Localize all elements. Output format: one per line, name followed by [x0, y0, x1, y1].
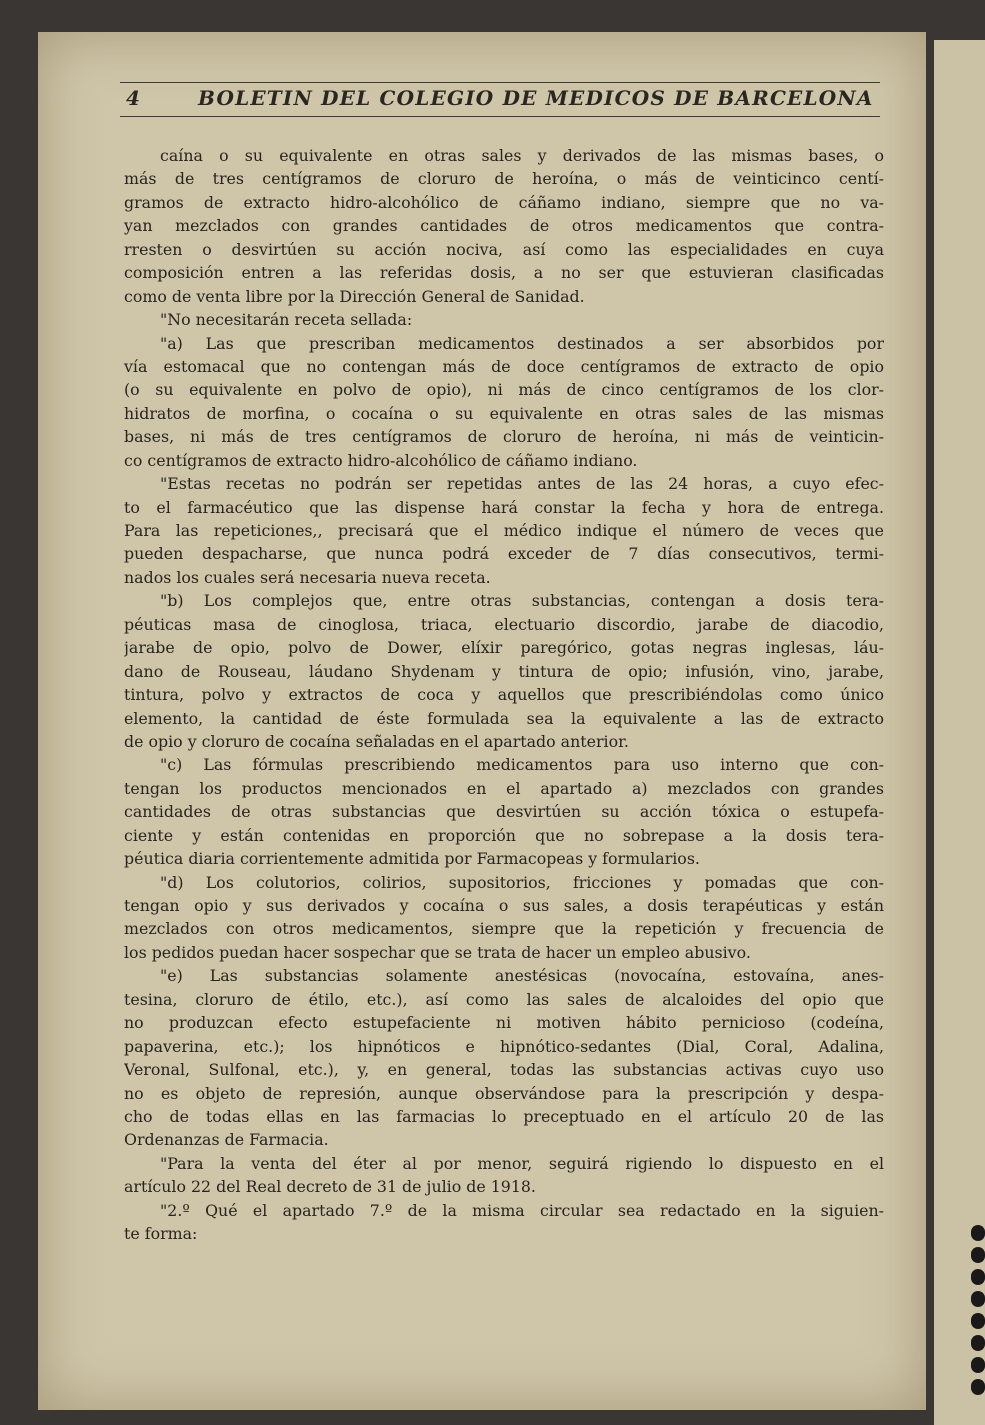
- text-line: yan mezclados con grandes cantidades de otros medicamentos que contra-: [124, 216, 884, 236]
- text-line: "e) Las substancias solamente anestésicas (novocaína, estovaína, anes-: [160, 966, 884, 986]
- text-line: tengan los productos mencionados en el apartado a) mezclados con grandes: [124, 778, 884, 798]
- text-line: to el farmacéutico que las dispense hará constar la fecha y hora de entrega.: [124, 497, 884, 517]
- text-line: co centígramos de extracto hidro-alcohólico de cáñamo indiano.: [124, 450, 638, 470]
- text-line: jarabe de opio, polvo de Dower, elíxir paregórico, gotas negras inglesas, láu-: [124, 638, 884, 658]
- text-line: composición entren a las referidas dosis, a no ser que estuvieran clasificadas: [124, 263, 884, 283]
- paragraph: [124, 964, 884, 1152]
- text-line: "Para la venta del éter al por menor, seguirá rigiendo lo dispuesto en el: [160, 1153, 884, 1173]
- text-line: "Estas recetas no podrán ser repetidas antes de las 24 horas, a cuyo efec-: [160, 474, 884, 494]
- text-line: elemento, la cantidad de éste formulada sea la equivalente a las de extracto: [124, 708, 884, 728]
- text-line: mezclados con otros medicamentos, siempre que la repetición y frecuencia de: [124, 919, 884, 939]
- adjacent-page-edge: [934, 40, 985, 1425]
- header-top-rule: [120, 82, 880, 83]
- text-line: bases, ni más de tres centígramos de cloruro de heroína, ni más de veinticin-: [124, 427, 884, 447]
- text-line: los pedidos puedan hacer sospechar que se trata de hacer un empleo abusivo.: [124, 942, 751, 962]
- header-bottom-rule: [120, 116, 880, 117]
- text-line: de opio y cloruro de cocaína señaladas en el apartado anterior.: [124, 731, 629, 751]
- text-line: no es objeto de represión, aunque observándose para la prescripción y despa-: [124, 1083, 884, 1103]
- text-line: gramos de extracto hidro-alcohólico de cáñamo indiano, siempre que no va-: [124, 192, 884, 212]
- text-line: tesina, cloruro de étilo, etc.), así como las sales de alcaloides del opio que: [124, 989, 884, 1009]
- text-line: péuticas masa de cinoglosa, triaca, electuario discordio, jarabe de diacodio,: [124, 614, 884, 634]
- text-line: Para las repeticiones,, precisará que el médico indique el número de veces que: [124, 521, 884, 540]
- text-line: tintura, polvo y extractos de coca y aquellos que prescribiéndolas como único: [124, 685, 884, 705]
- text-line: te forma:: [124, 1224, 198, 1244]
- text-line: péutica diaria corrientemente admitida por Farmacopeas y formularios.: [124, 849, 700, 869]
- text-line: dano de Rouseau, láudano Shydenam y tintura de opio; infusión, vino, jarabe,: [124, 661, 884, 681]
- text-line: cho de todas ellas en las farmacias lo preceptuado en el artículo 20 de las: [124, 1106, 884, 1126]
- text-line: ciente y están contenidas en proporción que no sobrepase a la dosis tera-: [124, 825, 884, 845]
- text-line: (o su equivalente en polvo de opio), ni más de cinco centígramos de los clor-: [124, 380, 884, 400]
- text-line: nados los cuales será necesaria nueva receta.: [124, 567, 491, 587]
- text-line: más de tres centígramos de cloruro de heroína, o más de veinticinco centí-: [124, 169, 884, 189]
- paragraph: [124, 1199, 884, 1246]
- page-header: [118, 86, 882, 116]
- text-line: "No necesitarán receta sellada:: [160, 310, 413, 330]
- body-text: [124, 144, 884, 1246]
- text-line: Ordenanzas de Farmacia.: [124, 1130, 329, 1150]
- text-line: "a) Las que prescriban medicamentos destinados a ser absorbidos por: [160, 333, 884, 353]
- text-line: tengan opio y sus derivados y cocaína o sus sales, a dosis terapéuticas y están: [124, 896, 884, 915]
- paragraph: [124, 753, 884, 870]
- text-line: Veronal, Sulfonal, etc.), y, en general, todas las substancias activas cuyo uso: [124, 1060, 884, 1080]
- text-line: no produzcan efecto estupefaciente ni motiven hábito pernicioso (codeína,: [124, 1013, 884, 1033]
- text-line: "2.º Qué el apartado 7.º de la misma circular sea redactado en la siguien-: [160, 1200, 884, 1220]
- paragraph: [124, 871, 884, 965]
- paragraph: [124, 144, 884, 308]
- paragraph: [124, 472, 884, 589]
- text-line: pueden despacharse, que nunca podrá exceder de 7 días consecutivos, termi-: [124, 544, 884, 564]
- text-line: artículo 22 del Real decreto de 31 de julio de 1918.: [124, 1177, 536, 1197]
- paragraph: [124, 1152, 884, 1199]
- text-line: cantidades de otras substancias que desvirtúen su acción tóxica o estupefa-: [124, 802, 884, 822]
- page-number: 4: [126, 86, 141, 110]
- text-line: "b) Los complejos que, entre otras substancias, contengan a dosis tera-: [160, 591, 884, 611]
- text-line: rresten o desvirtúen su acción nociva, así como las especialidades en cuya: [124, 239, 884, 259]
- running-title: BOLETIN DEL COLEGIO DE MEDICOS DE BARCELONA: [198, 86, 874, 110]
- paragraph: [124, 589, 884, 753]
- text-line: "d) Los colutorios, colirios, supositorios, fricciones y pomadas que con-: [160, 872, 884, 892]
- text-line: papaverina, etc.); los hipnóticos e hipnótico-sedantes (Dial, Coral, Adalina,: [124, 1036, 884, 1056]
- paragraph: [124, 332, 884, 473]
- text-line: vía estomacal que no contengan más de doce centígramos de extracto de opio: [124, 356, 884, 376]
- text-line: caína o su equivalente en otras sales y derivados de las mismas bases, o: [160, 146, 884, 165]
- text-line: como de venta libre por la Dirección General de Sanidad.: [124, 286, 585, 306]
- binding-holes: [967, 1225, 985, 1401]
- text-line: "c) Las fórmulas prescribiendo medicamentos para uso interno que con-: [160, 755, 884, 775]
- text-line: hidratos de morfina, o cocaína o su equivalente en otras sales de las mismas: [124, 403, 884, 423]
- paragraph: [124, 308, 884, 331]
